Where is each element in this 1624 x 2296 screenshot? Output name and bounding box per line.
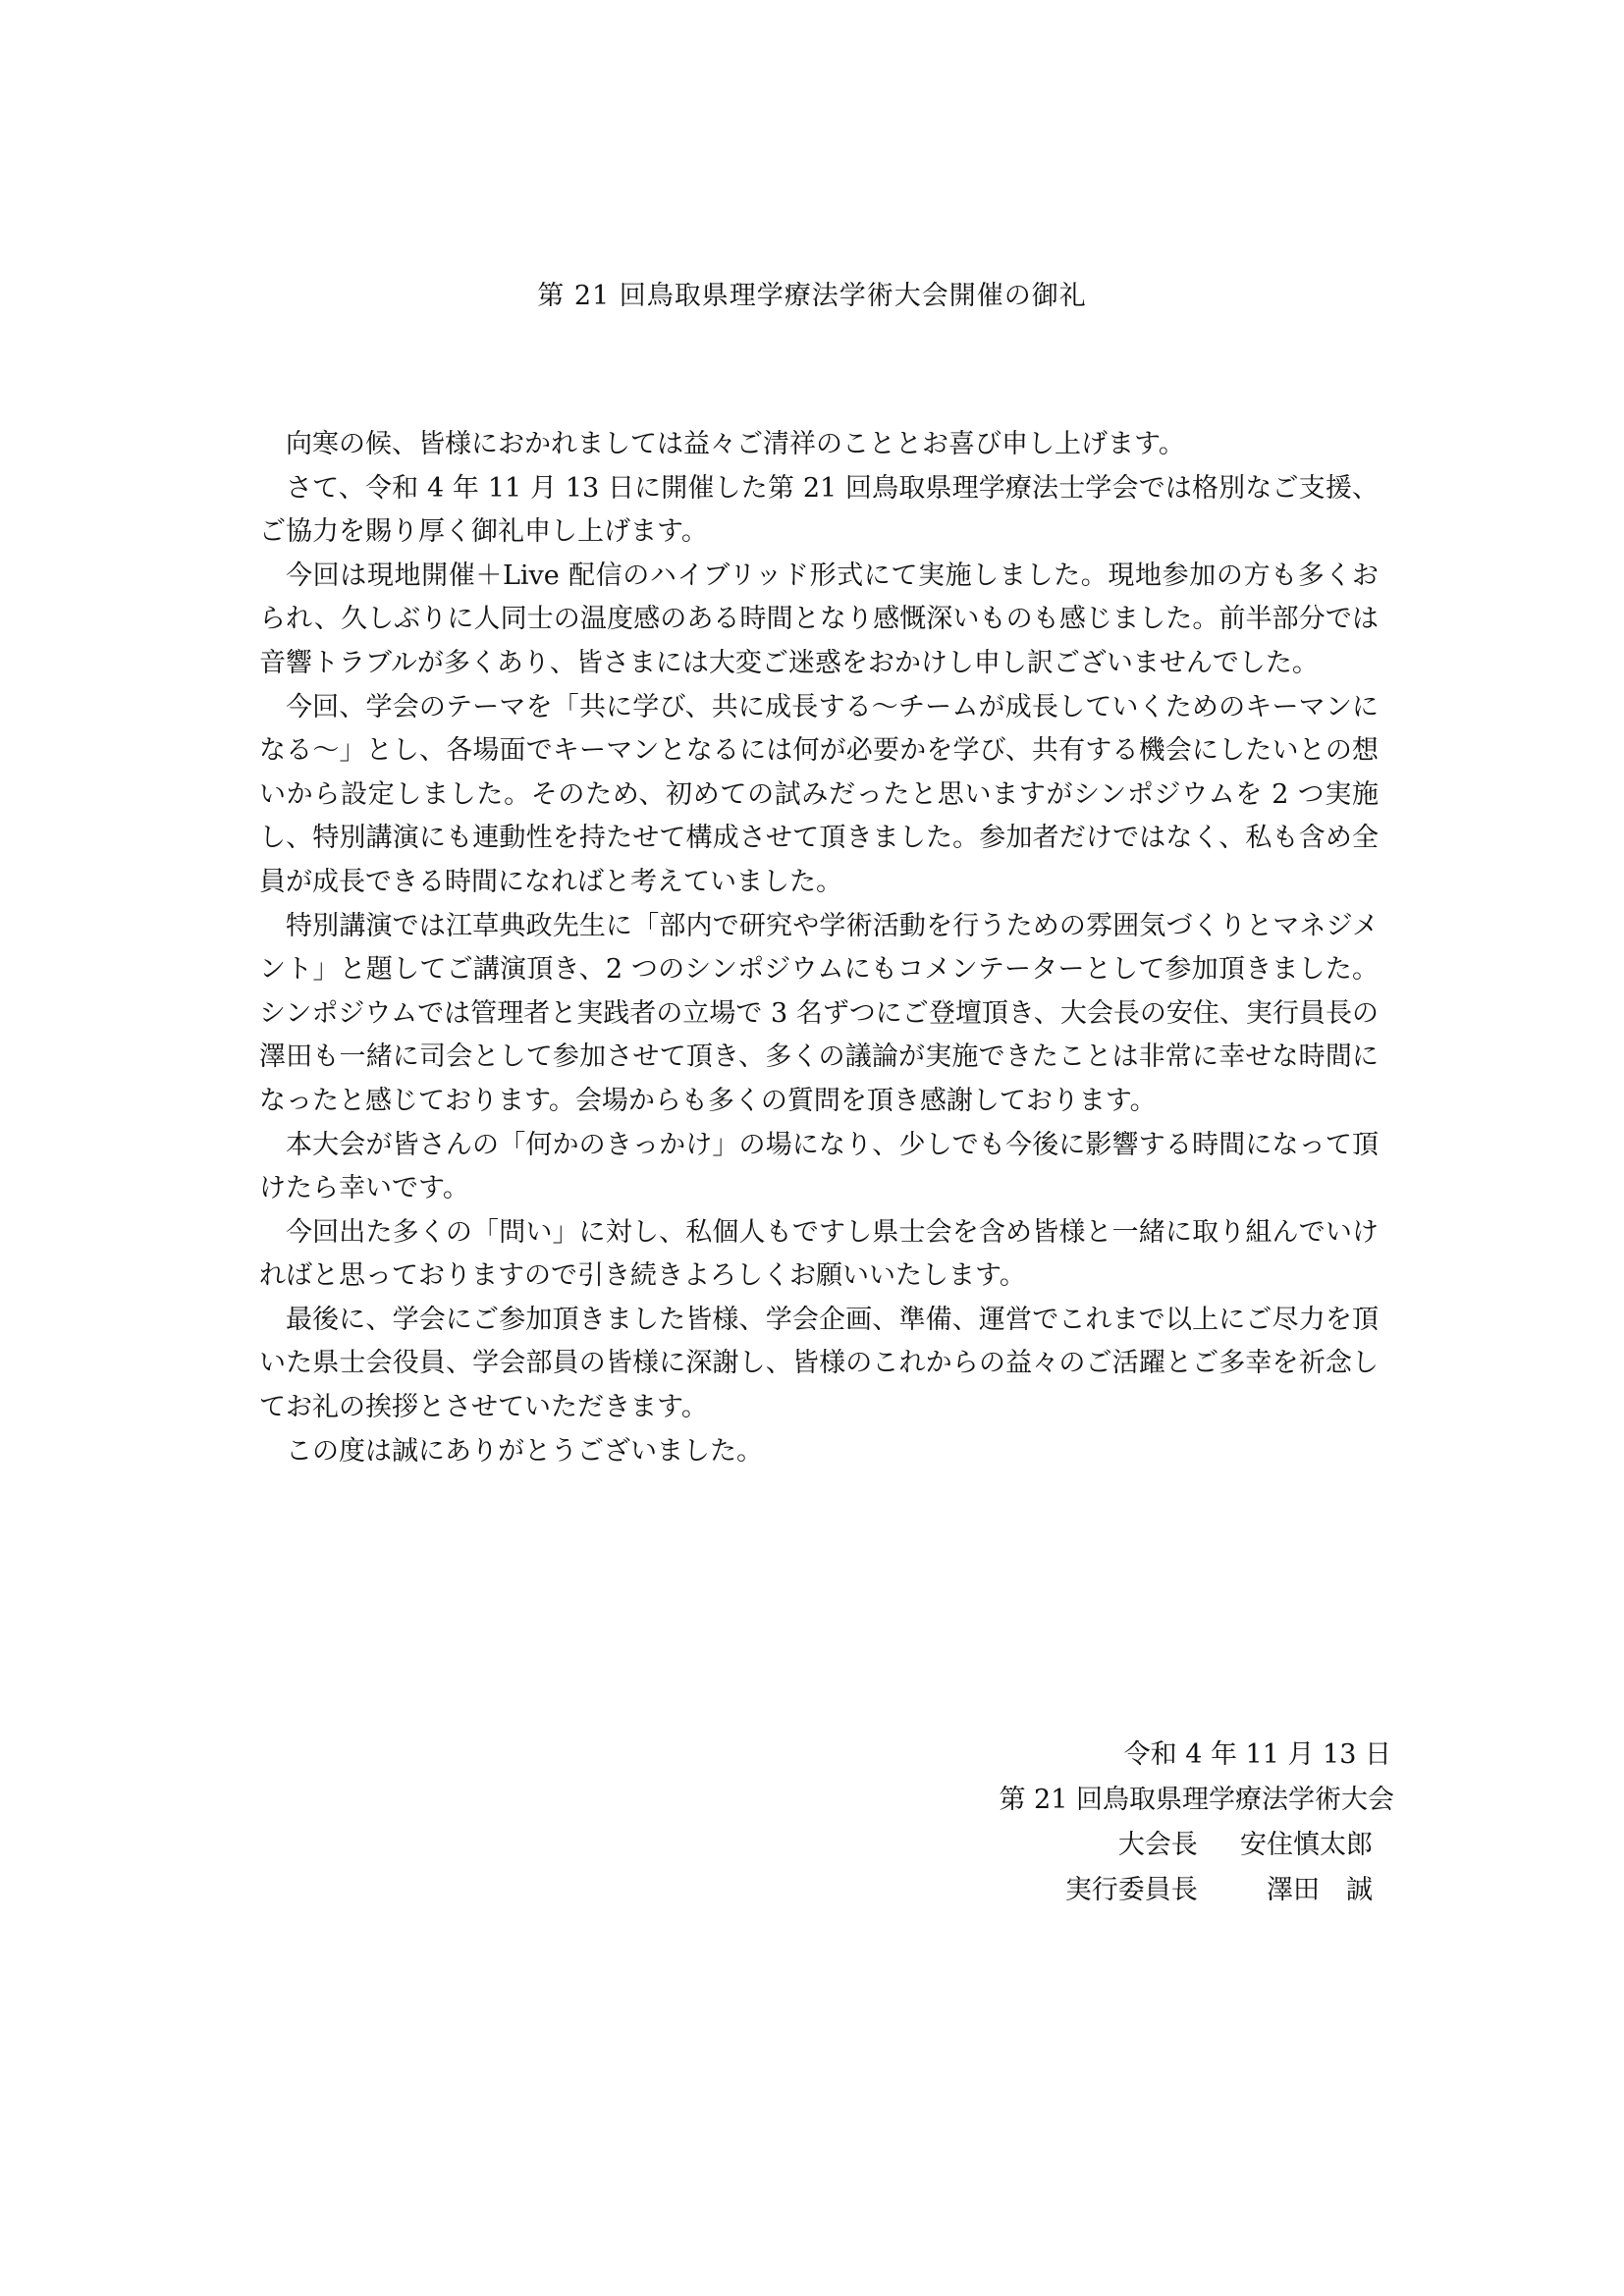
- paragraph-format: 今回は現地開催＋Live 配信のハイブリッド形式にて実施しました。現地参加の方も多くおられ、久しぶりに人同士の温度感のある時間となり感慨深いものも感じました。前半部分では音響トラブルが多くあり、皆さまには大変ご迷惑をおかけし申し訳ございませんでした。: [259, 560, 1379, 678]
- signature-date: 令和 4 年 11 月 13 日: [1123, 1739, 1391, 1770]
- signature-committee-chair: [884, 1868, 1394, 1913]
- paragraph-theme: 今回、学会のテーマを「共に学び、共に成長する～チームが成長していくためのキーマンになる～」とし、各場面でキーマンとなるには何が必要かを学び、共有する機会にしたいとの想いから設定しました。そのため、初めての試みだったと思いますがシンポジウムを 2 つ実施し、特別講演にも連動性を持たせて構成させて頂きました。参加者だけではなく、私も含め全員が成長できる時間になればと考えていました。: [259, 691, 1379, 897]
- committee-role: 実行委員長: [1064, 1875, 1198, 1905]
- paragraph-greeting: 向寒の候、皆様におかれましては益々ご清祥のこととお喜び申し上げます。: [286, 429, 1185, 459]
- president-name: 安住慎太郎: [1240, 1830, 1373, 1860]
- signature-event-name: 第 21 回鳥取県理学療法学術大会: [999, 1785, 1394, 1815]
- president-role: 大会長: [1117, 1830, 1198, 1860]
- letter-body: [259, 423, 1379, 1473]
- committee-name: 澤田 誠: [1267, 1875, 1373, 1905]
- paragraph-special-lecture: 特別講演では江草典政先生に「部内で研究や学術活動を行うための雰囲気づくりとマネジメント」と題してご講演頂き、2 つのシンポジウムにもコメンテーターとして参加頂きました。シンポジウムでは管理者と実践者の立場で 3 名ずつにご登壇頂き、大会長の安住、実行員長の澤田も一緒に司会として参加させて頂き、多くの議論が実施できたことは非常に幸せな時間になったと感じております。会場からも多くの質問を頂き感謝しております。: [259, 910, 1379, 1116]
- signature-block: [884, 1733, 1394, 1913]
- paragraph-final-thanks: この度は誠にありがとうございました。: [286, 1435, 763, 1467]
- signature-president: [884, 1823, 1394, 1868]
- paragraph-hope: 本大会が皆さんの「何かのきっかけ」の場になり、少しでも今後に影響する時間になって頂けたら幸いです。: [259, 1129, 1379, 1204]
- paragraph-thanks: さて、令和 4 年 11 月 13 日に開催した第 21 回鳥取県理学療法士学会では格別なご支援、ご協力を賜り厚く御礼申し上げます。: [259, 472, 1379, 548]
- paragraph-questions: 今回出た多くの「問い」に対し、私個人もですし県士会を含め皆様と一緒に取り組んでいければと思っておりますので引き続きよろしくお願いいたします。: [259, 1216, 1379, 1292]
- paragraph-closing: 最後に、学会にご参加頂きました皆様、学会企画、準備、運営でこれまで以上にご尽力を頂いた県士会役員、学会部員の皆様に深謝し、皆様のこれからの益々のご活躍とご多幸を祈念してお礼の挨拶とさせていただきます。: [259, 1304, 1379, 1423]
- document-title: 第 21 回鳥取県理学療法学術大会開催の御礼: [537, 281, 1087, 311]
